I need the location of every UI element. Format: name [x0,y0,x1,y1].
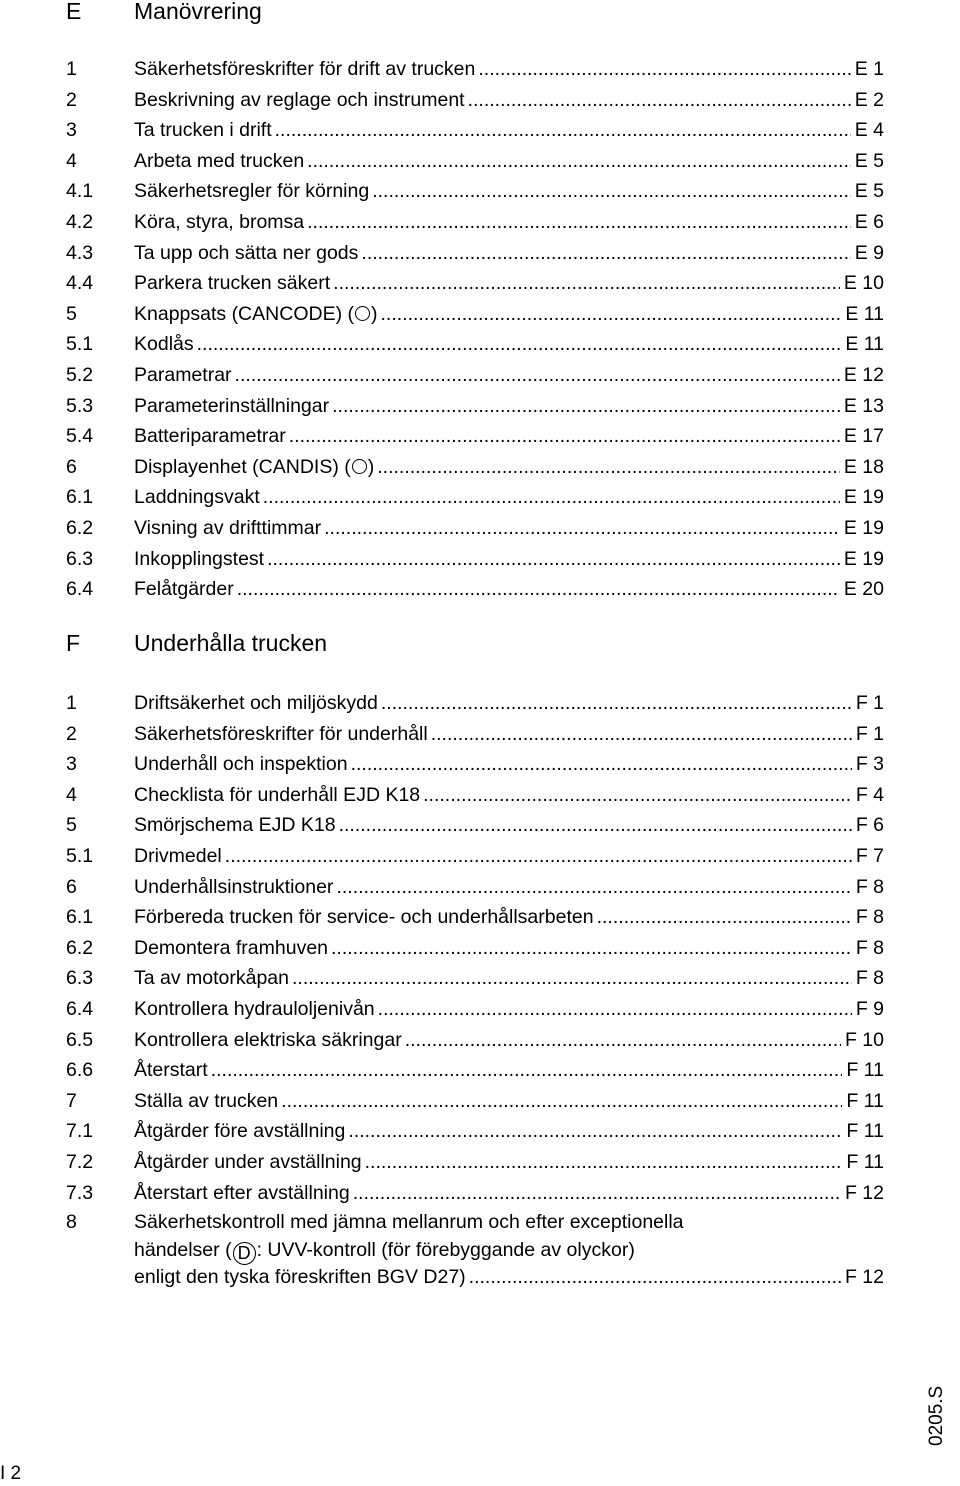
toc-entry-label-group [134,299,380,329]
leader-dots [469,1263,841,1291]
leader-dots [263,482,840,512]
toc-entry[interactable] [0,54,960,84]
toc-entry-label: Parametrar [134,364,232,386]
toc-entry-number: 4 [66,783,77,806]
toc-entry-label: Säkerhetsföreskrifter för underhåll [134,722,428,745]
toc-entry-label-group [134,146,307,176]
toc-entry-label-group [134,85,468,115]
toc-entry-line [134,54,884,84]
toc-entry-page: F 11 [846,1089,884,1112]
toc-entry-label: Åtgärder under avställning [134,1151,362,1173]
toc-entry-number: 6 [66,455,77,478]
toc-entry-page: E 12 [843,364,884,386]
leader-dots [365,1147,843,1177]
toc-entry-line [134,544,884,574]
toc-entry-page: F 3 [855,753,884,776]
leader-dots [361,238,850,268]
toc-entry-number: 6.2 [66,517,94,539]
toc-entry[interactable] [0,238,960,268]
toc-entry-page: F 11 [846,1151,884,1173]
toc-entry-page: F 8 [855,967,884,990]
toc-entry-label-end: ) [370,302,378,325]
toc-entry-page: E 19 [843,547,884,570]
toc-entry-number: 6.3 [66,547,94,570]
leader-dots [333,268,840,298]
toc-entry-label-group [134,872,336,902]
toc-entry-label: Demontera framhuven [134,936,329,959]
toc-entry[interactable] [0,872,960,902]
toc-entry-label: Köra, styra, bromsa [134,211,305,233]
toc-entry-page: E 13 [843,394,884,417]
toc-entry[interactable] [0,719,960,749]
toc-entry-page: E 10 [843,272,884,295]
toc-entry-label: Underhåll och inspektion [134,753,348,776]
toc-entry-label-group [134,54,478,84]
toc-entry[interactable] [0,85,960,115]
toc-entry[interactable] [0,994,960,1024]
leader-dots [197,329,842,359]
toc-entry[interactable] [0,1055,960,1085]
toc-entry-label: Återstart [134,1059,208,1082]
toc-entry-page: F 8 [855,936,884,959]
toc-entry-line [134,452,884,482]
leader-dots [381,688,852,718]
leader-dots [405,1025,841,1055]
toc-entry[interactable] [0,841,960,871]
toc-entry-number: 2 [66,722,77,745]
toc-entry-number: 6.1 [66,906,94,929]
toc-entry-label: händelser ( [134,1239,232,1261]
toc-entry-label-group [134,421,289,451]
toc-entry-label-group [134,329,197,359]
toc-entry-label: Driftsäkerhet och miljöskydd [134,692,378,714]
toc-entry-page: F 11 [846,1120,884,1143]
toc-entry-page: E 17 [843,425,884,448]
toc-entry-label-group [134,574,237,604]
toc-entry[interactable] [0,146,960,176]
toc-entry-label: Parameterinställningar [134,394,330,417]
toc-entry-label: : UVV-kontroll (för förebyggande av olyckor) [256,1239,635,1261]
toc-entry-line [134,1147,884,1177]
toc-entry[interactable] [0,1147,960,1177]
toc-entry-page: E 5 [854,180,884,203]
toc-entry-number: 7.2 [66,1151,94,1173]
leader-dots [211,1055,843,1085]
toc-entry-line [134,329,884,359]
toc-entry[interactable] [0,268,960,298]
leader-dots [423,780,852,810]
toc-entry-line [134,719,884,749]
toc-entry[interactable] [0,421,960,451]
toc-entry-number: 6 [66,875,77,898]
toc-entry-label-group [134,360,235,390]
toc-entry-number: 4.4 [66,272,94,295]
toc-entry[interactable] [0,780,960,810]
section-f-heading [0,627,960,659]
toc-entry-line [134,391,884,421]
toc-entry[interactable] [0,391,960,421]
toc-entry-line [134,810,884,840]
toc-entry[interactable] [0,933,960,963]
toc-entry-label: Drivmedel [134,845,222,867]
toc-entry-line [134,482,884,512]
toc-entry-line [134,299,884,329]
toc-entry-label: Åtgärder före avställning [134,1120,346,1143]
toc-entry-line [134,1116,884,1146]
toc-entry-label: Parkera trucken säkert [134,272,331,295]
leader-dots [378,994,852,1024]
toc-entry-page: F 1 [855,692,884,714]
toc-entry-number: 8 [66,1211,77,1233]
toc-entry-line [134,1178,884,1208]
toc-entry-label: Ta av motorkåpan [134,967,290,990]
leader-dots [353,1178,841,1208]
leader-dots [597,902,852,932]
toc-entry-label: Checklista för underhåll EJD K18 [134,783,421,806]
toc-entry-page: E 18 [843,455,884,478]
toc-entry-page: E 5 [854,149,884,172]
toc-entry-label-group [134,994,378,1024]
toc-entry-number: 7 [66,1089,77,1112]
toc-entry[interactable] [0,482,960,512]
toc-entry-number: 7.3 [66,1181,94,1204]
toc-entry-line [134,872,884,902]
toc-entry-label: Smörjschema EJD K18 [134,814,336,837]
toc-entry[interactable] [0,963,960,993]
toc-entry-number: 2 [66,88,77,111]
toc-entry-page: E 1 [854,58,884,80]
leader-dots [332,391,840,421]
toc-entry-label: Förbereda trucken för service- och underhållsarbeten [134,906,594,929]
toc-entry-number: 6.5 [66,1028,94,1051]
page-number: I 2 [0,1463,22,1484]
leader-dots [281,1086,842,1116]
leader-dots [235,360,840,390]
toc-entry-label-group [134,207,307,237]
toc-entry-label: Knappsats (CANCODE) ( [134,302,354,325]
leader-dots [331,933,852,963]
toc-entry-number: 6.4 [66,998,94,1020]
toc-entry-page: E 20 [843,578,884,601]
leader-dots [275,115,851,145]
toc-entry-line [134,688,884,718]
toc-entry-label: Ta trucken i drift [134,119,272,142]
toc-entry-page: F 8 [855,906,884,929]
toc-entry-label-group [134,933,331,963]
leader-dots [324,513,840,543]
section-title: Manövrering [134,0,262,24]
toc-entry-label-group [134,780,423,810]
toc-entry[interactable] [0,544,960,574]
toc-entry-label-end: ) [367,455,375,478]
toc-entry-number: 5.1 [66,333,94,356]
toc-entry-page: F 7 [855,845,884,867]
toc-entry-label: Säkerhetsföreskrifter för drift av trucken [134,58,476,80]
leader-dots [468,85,851,115]
toc-entry-label-group [134,810,339,840]
toc-entry-label: Batteriparametrar [134,425,286,448]
toc-entry-line [134,963,884,993]
toc-entry-label: enligt den tyska föreskriften BGV D27) [134,1266,466,1288]
circle-symbol-icon [352,459,367,474]
toc-entry-page: E 4 [854,119,884,142]
toc-entry-line [134,1086,884,1116]
leader-dots [237,574,840,604]
toc-entry[interactable] [0,574,960,604]
leader-dots [351,749,852,779]
toc-entry-label-group [134,482,263,512]
toc-entry-line [134,115,884,145]
leader-dots [307,207,851,237]
toc-entry-number: 4.3 [66,241,94,264]
toc-entry[interactable] [0,688,960,718]
toc-entry-line [134,238,884,268]
toc-entry-page: F 11 [846,1059,884,1082]
toc-entry-label: Återstart efter avställning [134,1181,350,1204]
section-letter: F [66,630,81,656]
leader-dots [307,146,851,176]
circle-symbol-icon [355,306,370,321]
leader-dots [336,872,851,902]
toc-entry-page: F 6 [855,814,884,837]
toc-entry-number: 7.1 [66,1120,94,1143]
toc-entry-label: Kontrollera elektriska säkringar [134,1028,402,1051]
toc-entry-label-group [134,688,381,718]
toc-entry-label-group [134,902,597,932]
toc-entry-page: E 19 [843,517,884,539]
toc-entry[interactable] [0,1116,960,1146]
toc-entry-label-group [134,719,431,749]
toc-entry-number: 5.1 [66,845,94,867]
toc-entry-label: Displayenhet (CANDIS) ( [134,455,351,478]
toc-entry-label-group [134,115,275,145]
toc-entry-label-group [134,452,377,482]
leader-dots [372,176,851,206]
toc-entry-label: Beskrivning av reglage och instrument [134,88,465,111]
toc-entry-number: 6.2 [66,936,94,959]
toc-entry-page: F 10 [844,1028,884,1051]
toc-entry-number: 6.3 [66,967,94,990]
toc-entry-page: E 9 [854,241,884,264]
leader-dots [289,421,840,451]
toc-entry-number: 3 [66,119,77,142]
toc-entry-line [134,780,884,810]
toc-entry-8-line-3[interactable] [134,1263,884,1291]
toc-entry-page: F 1 [855,722,884,745]
section-letter: E [66,0,82,24]
toc-entry-page: E 11 [845,302,884,325]
toc-entry[interactable] [0,207,960,237]
toc-entry-number: 5 [66,302,77,325]
toc-entry[interactable] [0,115,960,145]
toc-entry-page: E 6 [854,211,884,233]
toc-entry[interactable] [0,1025,960,1055]
toc-entry-line [134,902,884,932]
toc-entry-number: 5.2 [66,364,94,386]
toc-entry-label: Inkopplingstest [134,547,265,570]
toc-entry-label-group [134,513,324,543]
toc-entry-label: Ställa av trucken [134,1089,279,1112]
toc-entry-line [134,176,884,206]
toc-entry-line [134,574,884,604]
toc-entry-number: 4 [66,149,77,172]
toc-entry-label: Ta upp och sätta ner gods [134,241,359,264]
toc-entry-8-line-2[interactable] [134,1236,884,1264]
toc-entry-label: Arbeta med trucken [134,149,305,172]
toc-entry-number: 6.1 [66,486,94,509]
toc-entry[interactable] [0,749,960,779]
toc-entry-page: F 12 [844,1181,884,1204]
toc-entry-line [134,1025,884,1055]
toc-entry-line [134,841,884,871]
toc-entry-line [134,146,884,176]
toc-entry-label-group [134,1178,353,1208]
toc-entry-number: 1 [66,58,77,80]
toc-entry-number: 1 [66,692,77,714]
toc-entry-number: 6.6 [66,1059,94,1082]
document-code: 0205.S [926,1385,947,1446]
leader-dots [292,963,852,993]
toc-entry-label-group [134,1147,365,1177]
toc-entry-label: Underhållsinstruktioner [134,875,334,898]
toc-entry[interactable] [0,902,960,932]
toc-entry-label: Kodlås [134,333,194,356]
toc-entry-label: Säkerhetsregler för körning [134,180,370,203]
leader-dots [267,544,840,574]
toc-entry-line [134,360,884,390]
toc-entry-label-group [134,544,267,574]
toc-entry-line [134,1055,884,1085]
toc-entry-line [134,85,884,115]
section-e-heading [0,0,960,27]
toc-entry[interactable] [0,329,960,359]
toc-entry[interactable] [0,513,960,543]
toc-entry-page: E 11 [845,333,884,356]
leader-dots [431,719,852,749]
toc-entry-line [134,994,884,1024]
toc-entry-page: F 4 [855,783,884,806]
toc-entry-label-group [134,391,332,421]
toc-entry-page: E 2 [854,88,884,111]
toc-entry-page: F 12 [844,1266,884,1288]
toc-entry-label: Laddningsvakt [134,486,260,509]
leader-dots [348,1116,842,1146]
toc-entry-number: 4.1 [66,180,94,203]
toc-entry-line [134,268,884,298]
toc-entry-label-group [134,841,225,871]
toc-entry[interactable] [0,452,960,482]
toc-entry-line [134,513,884,543]
toc-entry[interactable] [0,176,960,206]
toc-entry-line [134,207,884,237]
toc-entry-label-group [134,963,292,993]
toc-entry-number: 5.3 [66,394,94,417]
toc-entry-label-group [134,1025,405,1055]
toc-entry-label: Felåtgärder [134,578,234,601]
toc-entry-line [134,421,884,451]
leader-dots [377,452,840,482]
leader-dots [339,810,852,840]
toc-entry-label: Säkerhetskontroll med jämna mellanrum och efter exceptionella [134,1211,684,1233]
toc-entry[interactable] [0,299,960,329]
toc-entry-label: Kontrollera hydrauloljenivån [134,998,375,1020]
toc-entry[interactable] [0,810,960,840]
toc-entry-8-line-1[interactable] [134,1208,884,1236]
toc-entry-page: E 19 [843,486,884,509]
d-circle-icon: D [233,1242,256,1265]
leader-dots [478,54,850,84]
leader-dots [225,841,852,871]
toc-entry-page: F 9 [855,998,884,1020]
toc-entry-number: 5.4 [66,425,94,448]
toc-entry-label-group [134,1055,211,1085]
leader-dots [380,299,841,329]
toc-entry-label-group [134,176,372,206]
toc-entry-number: 3 [66,753,77,776]
toc-entry-label-group [134,238,361,268]
toc-entry-label-group [134,1086,281,1116]
toc-entry-label-group [134,1116,348,1146]
toc-entry-label-group [134,268,333,298]
toc-entry-page: F 8 [855,875,884,898]
toc-entry[interactable] [0,1086,960,1116]
toc-entry[interactable] [0,1178,960,1208]
toc-entry-label-group [134,749,351,779]
toc-entry-number: 5 [66,814,77,837]
toc-entry-label: Visning av drifttimmar [134,517,322,539]
toc-entry-line [134,933,884,963]
toc-entry-number: 6.4 [66,578,94,601]
toc-entry-number: 4.2 [66,211,94,233]
section-title: Underhålla trucken [134,630,328,656]
toc-entry-line [134,749,884,779]
toc-entry[interactable] [0,360,960,390]
